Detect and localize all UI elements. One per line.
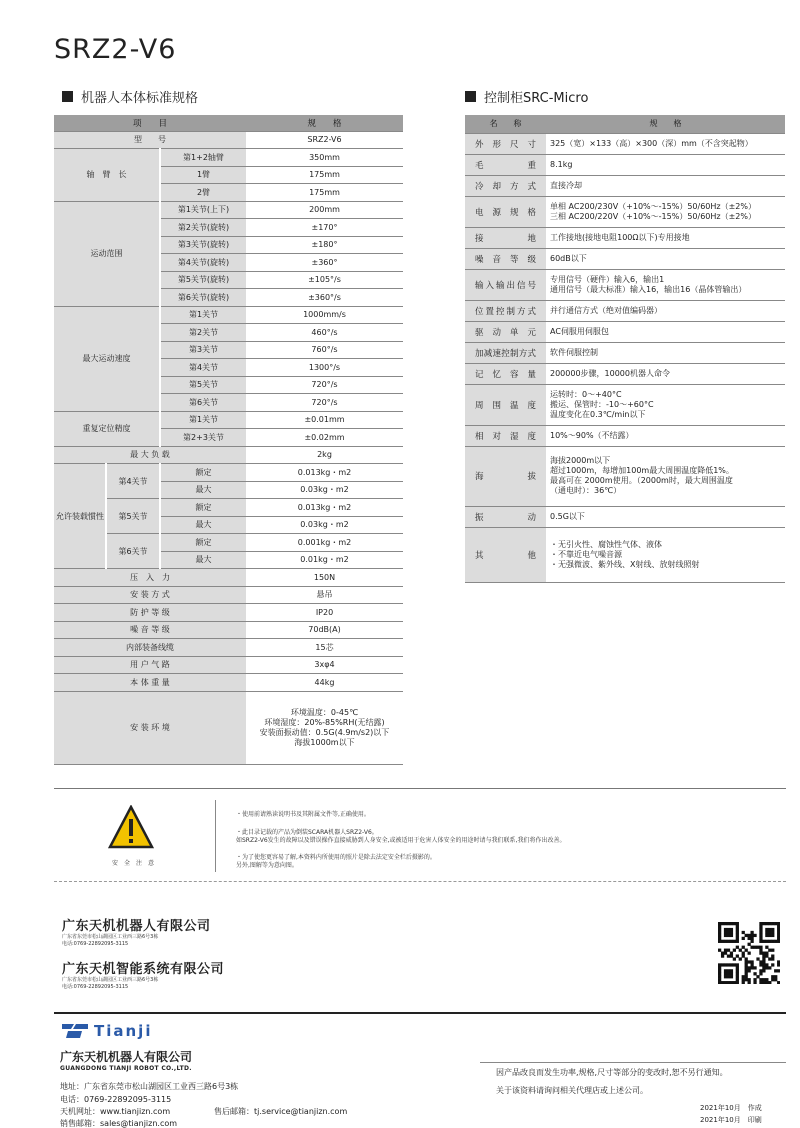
row-label: 振动 — [465, 506, 546, 527]
row-label: 接地 — [465, 227, 546, 248]
value-line: 并行通信方式（绝对值编码器） — [550, 305, 662, 315]
sub-label: 第2+3关节 — [160, 429, 246, 447]
sub-label: 额定 — [160, 464, 246, 482]
table-row — [465, 154, 785, 175]
value-line: ・无引火性、腐蚀性气体、液体 — [550, 539, 662, 549]
date-printed: 2021年10月 印刷 — [700, 1116, 762, 1124]
row-value — [546, 506, 785, 527]
value-line: 0.5G以下 — [550, 511, 585, 521]
table-row — [465, 363, 785, 384]
sub-label: 第5关节(旋转) — [160, 271, 246, 289]
bottom-tel: 电话：0769-22892095-3115 — [60, 1095, 172, 1104]
row-value — [546, 154, 785, 175]
row-value — [546, 342, 785, 363]
sub-label: 第6关节 — [160, 394, 246, 412]
note-3: ・为了使您更容易了解,本资料内所使用的照片是除去法定安全栏后摄影的。 另外,图解等为意向图。 — [236, 854, 436, 869]
row-value — [546, 300, 785, 321]
row-label: 记忆容量 — [465, 363, 546, 384]
joint-label: 第4关节 — [106, 464, 160, 499]
row-label: 外形尺寸 — [465, 133, 546, 154]
table-row — [465, 384, 785, 425]
page-title: SRZ2-V6 — [54, 34, 177, 65]
value-line: 搬运、保管时：-10～+60°C — [550, 399, 654, 409]
row-label: 安 装 环 境 — [54, 691, 246, 764]
table-row — [54, 604, 403, 622]
value-line: ・无强微波、紫外线、X射线、放射线照射 — [550, 559, 700, 569]
value-line: 8.1kg — [550, 159, 573, 169]
table-row — [54, 149, 403, 167]
divider-line — [54, 1012, 786, 1014]
table-row — [465, 506, 785, 527]
row-value: 44kg — [246, 674, 403, 692]
row-value — [546, 321, 785, 342]
sub-label: 第1关节 — [160, 306, 246, 324]
row-value: 175mm — [246, 166, 403, 184]
row-value: 350mm — [246, 149, 403, 167]
sub-label: 第3关节(旋转) — [160, 236, 246, 254]
row-value — [546, 384, 785, 425]
row-value: 150N — [246, 569, 403, 587]
env-line: 环境温度：0-45℃ — [290, 707, 359, 717]
sub-label: 最大 — [160, 516, 246, 534]
row-label: 安 装 方 式 — [54, 586, 246, 604]
row-label: 驱动单元 — [465, 321, 546, 342]
value-line: 软件伺服控制 — [550, 347, 598, 357]
value-line: 通用信号（最大标准）输入16，输出16（晶体管输出） — [550, 284, 747, 294]
safety-label: 安 全 注 意 — [112, 860, 155, 867]
row-value: 0.03kg・m2 — [246, 481, 403, 499]
sub-label: 第1关节(上下) — [160, 201, 246, 219]
group-label: 允许装载惯性 — [54, 464, 106, 569]
table-row — [465, 300, 785, 321]
row-value: ±360° — [246, 254, 403, 272]
company1-tel: 电话:0769-22892095-3115 — [62, 941, 129, 947]
table-row — [465, 248, 785, 269]
row-label: 周围温度 — [465, 384, 546, 425]
row-label: 冷却方式 — [465, 175, 546, 196]
row-label: 毛重 — [465, 154, 546, 175]
value-line: （通电时）：36℃） — [550, 486, 622, 495]
value-line: 10%～90%（不结露） — [550, 430, 634, 440]
value-line: 单相 AC200/230V（+10%～-15%）50/60Hz（±2%） — [550, 201, 756, 211]
divider-line — [215, 800, 216, 872]
row-value: 15芯 — [246, 639, 403, 657]
row-value: IP20 — [246, 604, 403, 622]
company1-name: 广东天机机器人有限公司 — [62, 919, 211, 934]
table-row — [465, 133, 785, 154]
row-value — [546, 446, 785, 506]
header-cell: 名 称 — [465, 115, 546, 133]
sub-label: 第4关节(旋转) — [160, 254, 246, 272]
divider-line — [480, 1062, 786, 1063]
row-label: 电源规格 — [465, 196, 546, 227]
table-row — [54, 639, 403, 657]
row-label: 其他 — [465, 527, 546, 582]
row-value: ±0.02mm — [246, 429, 403, 447]
sub-label: 第6关节(旋转) — [160, 289, 246, 307]
company2-tel: 电话:0769-22892095-3115 — [62, 984, 129, 990]
table-row — [465, 115, 785, 133]
row-label: 内部装备线缆 — [54, 639, 246, 657]
env-value — [246, 691, 403, 764]
bottom-address: 地址：广东省东莞市松山湖园区工业西三路6号3栋 — [60, 1082, 239, 1091]
table-row — [465, 425, 785, 446]
sub-label: 额定 — [160, 499, 246, 517]
row-value: 0.013kg・m2 — [246, 464, 403, 482]
header-cell: 规 格 — [546, 115, 785, 133]
row-value — [546, 133, 785, 154]
warning-triangle-icon — [108, 805, 154, 849]
table-row — [54, 306, 403, 324]
value-line: ・不靠近电气噪音源 — [550, 549, 622, 559]
value-line: 工作接地(接地电阻100Ω以下)专用接地 — [550, 232, 690, 242]
table-row — [54, 499, 403, 517]
value-line: 直接冷却 — [550, 180, 582, 190]
company1-address: 广东省东莞市松山湖园区工业西三路6号3栋 — [62, 934, 159, 940]
row-label: 相对湿度 — [465, 425, 546, 446]
company2-address: 广东省东莞市松山湖园区工业西三路6号3栋 — [62, 977, 159, 983]
table-row — [465, 527, 785, 582]
value-line: 325（宽）×133（高）×300（深）mm（不含突起物） — [550, 138, 753, 148]
table-row — [465, 227, 785, 248]
sub-label: 第3关节 — [160, 341, 246, 359]
value-line: 温度变化在0.3℃/min以下 — [550, 409, 646, 419]
bullet-square-icon — [62, 91, 73, 102]
date-created: 2021年10月 作成 — [700, 1104, 762, 1112]
row-value — [546, 227, 785, 248]
row-value: 2kg — [246, 446, 403, 464]
note-2: ・此目录记载的产品为倒装SCARA机器人SRZ2-V6。 如SRZ2-V6发生的故障以及错误操作直接威胁到人身安全,或被适用于危害人体安全的用途时请与我们联系,我们将作出改善。 — [236, 829, 566, 844]
value-line: 海拔2000m以下 — [550, 456, 611, 465]
bullet-square-icon — [465, 91, 476, 102]
table-row — [54, 569, 403, 587]
table-row — [465, 446, 785, 506]
env-line: 安装面振动值：0.5G(4.9m/s2)以下 — [259, 727, 390, 737]
divider-line — [54, 788, 786, 789]
divider-line — [54, 881, 786, 882]
row-value — [546, 363, 785, 384]
row-value — [546, 425, 785, 446]
table-row — [54, 674, 403, 692]
table-row — [54, 691, 403, 764]
value-line: 专用信号（硬件）输入6，输出1 — [550, 274, 665, 284]
row-value: 760°/s — [246, 341, 403, 359]
sub-label: 最大 — [160, 551, 246, 569]
joint-label: 第6关节 — [106, 534, 160, 569]
table-row — [54, 411, 403, 429]
row-value: 720°/s — [246, 376, 403, 394]
table-row — [465, 342, 785, 363]
sub-label: 第2关节 — [160, 324, 246, 342]
row-value — [546, 269, 785, 300]
table-row — [54, 464, 403, 482]
value-line: 超过1000m，每增加100m最大周围温度降低1%。 — [550, 466, 734, 475]
table-row — [54, 115, 403, 131]
table-row — [465, 269, 785, 300]
row-label: 位置控制方式 — [465, 300, 546, 321]
row-label: 加减速控制方式 — [465, 342, 546, 363]
tianji-logo-icon — [60, 1022, 90, 1040]
row-value: 0.01kg・m2 — [246, 551, 403, 569]
table-row — [465, 175, 785, 196]
robot-spec-table — [54, 115, 403, 765]
row-value — [546, 527, 785, 582]
qr-code-icon — [718, 922, 780, 984]
group-label: 重复定位精度 — [54, 411, 160, 446]
env-line: 海拔1000m以下 — [294, 737, 355, 747]
row-label: 海拔 — [465, 446, 546, 506]
row-label: 本 体 重 量 — [54, 674, 246, 692]
value-line: 60dB以下 — [550, 253, 587, 263]
group-label: 最大运动速度 — [54, 306, 160, 411]
control-section-heading — [465, 87, 588, 106]
bottom-company-en: GUANGDONG TIANJI ROBOT CO.,LTD. — [60, 1065, 192, 1072]
row-label: 最 大 负 载 — [54, 446, 246, 464]
row-value: 720°/s — [246, 394, 403, 412]
control-spec-table — [465, 115, 785, 583]
row-value: 460°/s — [246, 324, 403, 342]
row-value — [546, 175, 785, 196]
table-row — [54, 131, 403, 149]
value-line: 200000步骤，10000机器人命令 — [550, 368, 670, 378]
value-line: 最高可在 2000m使用。（2000m时，最大周围温度 — [550, 476, 733, 485]
row-label: 输入输出信号 — [465, 269, 546, 300]
table-row — [465, 196, 785, 227]
bottom-sales-email: 销售邮箱：sales@tianjizn.com — [60, 1119, 178, 1128]
table-row — [54, 656, 403, 674]
table-row — [54, 586, 403, 604]
logo-text: Tianji — [94, 1022, 153, 1040]
row-value: 200mm — [246, 201, 403, 219]
row-value: SRZ2-V6 — [246, 131, 403, 149]
table-row — [465, 321, 785, 342]
sub-label: 第2关节(旋转) — [160, 219, 246, 237]
bottom-service-email: 售后邮箱：tj.service@tianjizn.com — [214, 1107, 348, 1116]
note-1: ・使用前请熟读说明书及其附属文件等,正确使用。 — [236, 811, 370, 818]
notice-2: 关于该资料请询问相关代理店或上述公司。 — [496, 1086, 648, 1095]
sub-label: 第1关节 — [160, 411, 246, 429]
row-label: 用 户 气 路 — [54, 656, 246, 674]
bottom-web: 天机网址：www.tianjizn.com — [60, 1107, 171, 1116]
sub-label: 最大 — [160, 481, 246, 499]
row-label: 压 入 力 — [54, 569, 246, 587]
table-row — [54, 621, 403, 639]
sub-label: 第1+2轴臂 — [160, 149, 246, 167]
header-cell: 规 格 — [246, 115, 403, 131]
row-value: 1000mm/s — [246, 306, 403, 324]
row-label: 防 护 等 级 — [54, 604, 246, 622]
value-line: 运转时：0～+40°C — [550, 389, 622, 399]
row-value: 3xφ4 — [246, 656, 403, 674]
row-label: 型 号 — [54, 131, 246, 149]
joint-label: 第5关节 — [106, 499, 160, 534]
row-value: 悬吊 — [246, 586, 403, 604]
sub-label: 1臂 — [160, 166, 246, 184]
row-value: 1300°/s — [246, 359, 403, 377]
header-cell: 项 目 — [54, 115, 246, 131]
table-row — [54, 201, 403, 219]
table-row — [54, 446, 403, 464]
robot-section-heading — [62, 87, 198, 106]
table-row — [54, 534, 403, 552]
row-value: ±180° — [246, 236, 403, 254]
control-section-title: 控制柜SRC-Micro — [484, 91, 589, 106]
value-line: AC伺服用伺服包 — [550, 326, 609, 336]
company2-name: 广东天机智能系统有限公司 — [62, 962, 225, 977]
sub-label: 2臂 — [160, 184, 246, 202]
row-label: 噪音等级 — [465, 248, 546, 269]
row-value: ±105°/s — [246, 271, 403, 289]
row-value: 0.03kg・m2 — [246, 516, 403, 534]
env-line: 环境湿度：20%-85%RH(无结露) — [264, 717, 385, 727]
bottom-company-name: 广东天机机器人有限公司 — [60, 1050, 193, 1064]
row-value: 0.013kg・m2 — [246, 499, 403, 517]
notice-1: 因产品改良而发生功率,规格,尺寸等部分的变改时,恕不另行通知。 — [496, 1068, 728, 1077]
sub-label: 额定 — [160, 534, 246, 552]
row-value — [546, 196, 785, 227]
row-label: 噪 音 等 级 — [54, 621, 246, 639]
row-value: 70dB(A) — [246, 621, 403, 639]
group-label: 运动范围 — [54, 201, 160, 306]
sub-label: 第5关节 — [160, 376, 246, 394]
row-value — [546, 248, 785, 269]
robot-section-title: 机器人本体标准规格 — [81, 91, 199, 106]
group-label: 轴 臂 长 — [54, 149, 160, 202]
sub-label: 第4关节 — [160, 359, 246, 377]
row-value: 175mm — [246, 184, 403, 202]
row-value: ±170° — [246, 219, 403, 237]
row-value: ±0.01mm — [246, 411, 403, 429]
row-value: 0.001kg・m2 — [246, 534, 403, 552]
value-line: 三相 AC200/220V（+10%～-15%）50/60Hz（±2%） — [550, 211, 756, 221]
row-value: ±360°/s — [246, 289, 403, 307]
